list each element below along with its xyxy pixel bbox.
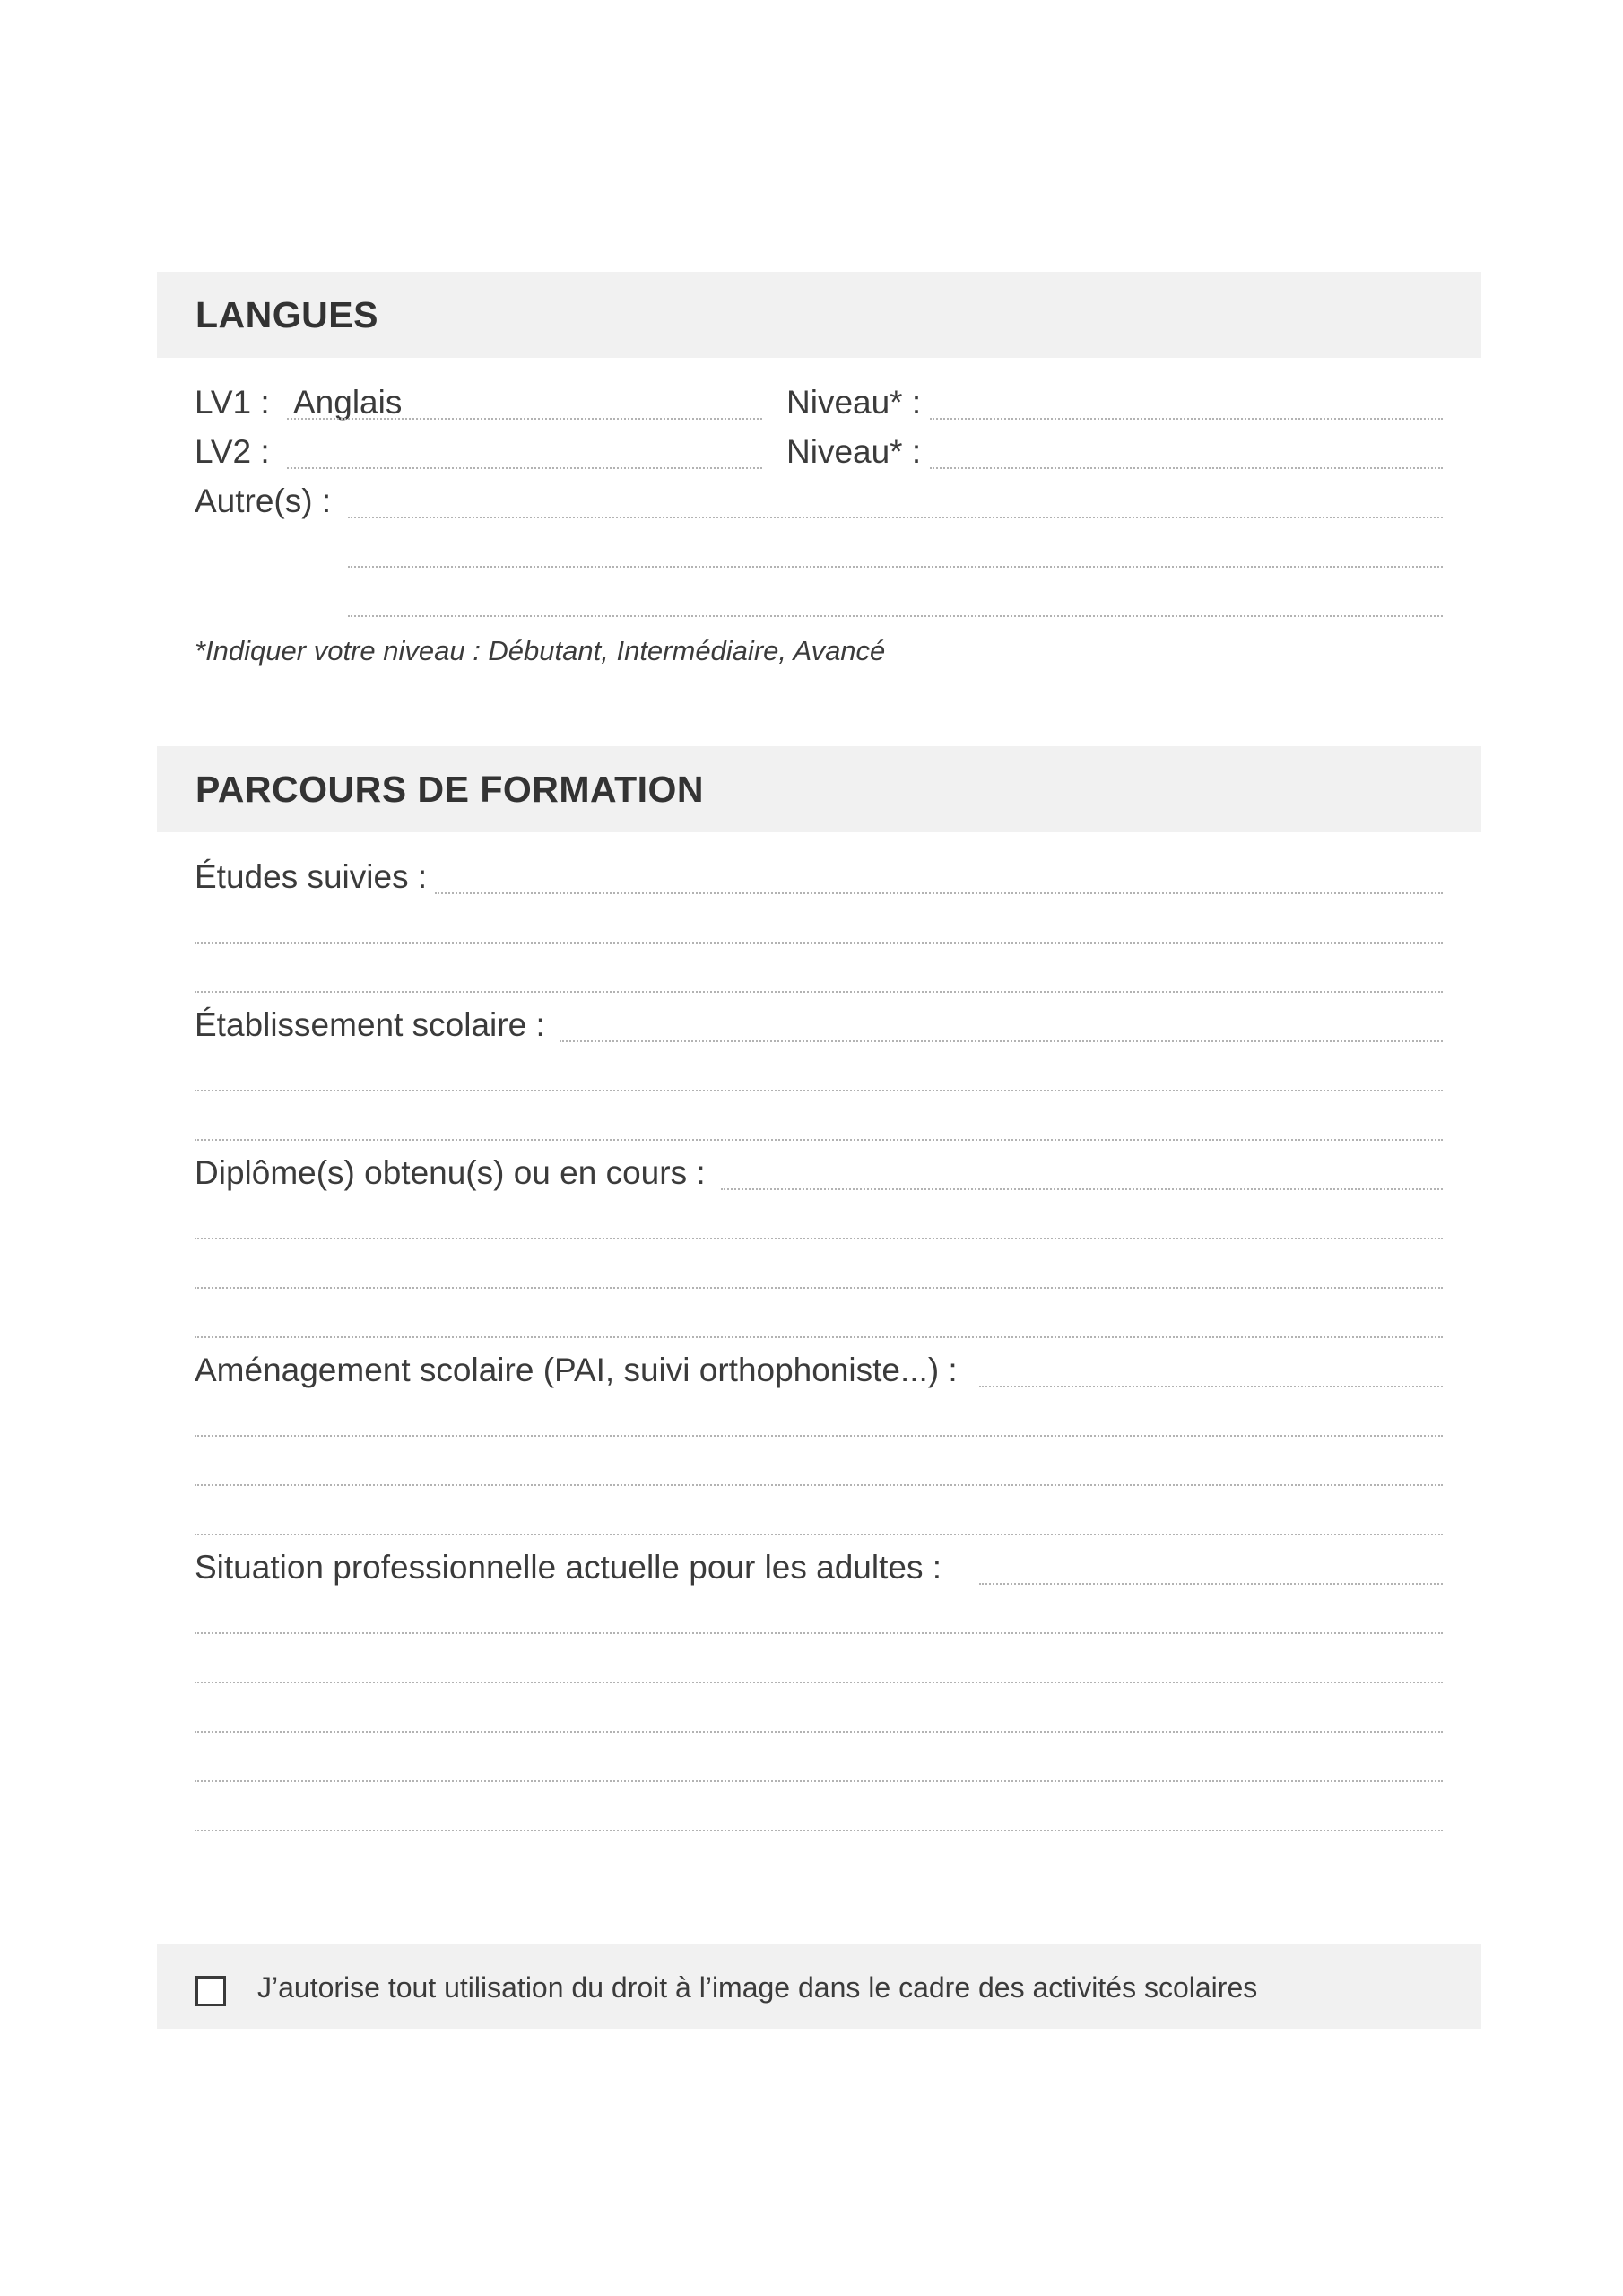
situation-field-line-6[interactable]	[195, 1830, 1443, 1831]
diplomes-field-line-3[interactable]	[195, 1287, 1443, 1289]
lv1-field[interactable]	[287, 418, 762, 420]
lv2-niveau-label: Niveau* :	[786, 433, 922, 470]
situation-field-line-5[interactable]	[195, 1780, 1443, 1782]
amenagement-label: Aménagement scolaire (PAI, suivi orthophoniste...) :	[195, 1352, 958, 1388]
situation-field-line-1[interactable]	[979, 1583, 1443, 1585]
etudes-label: Études suivies :	[195, 858, 428, 895]
niveau-note: *Indiquer votre niveau : Débutant, Intermédiaire, Avancé	[195, 635, 886, 666]
situation-field-line-3[interactable]	[195, 1682, 1443, 1683]
image-rights-label: J’autorise tout utilisation du droit à l’image dans le cadre des activités scolaires	[257, 1971, 1258, 2004]
situation-field-line-4[interactable]	[195, 1731, 1443, 1733]
etudes-field-line-1[interactable]	[435, 892, 1443, 894]
lv2-label: LV2 :	[195, 433, 270, 470]
lv2-niveau-field[interactable]	[930, 467, 1443, 469]
autres-field-line-1[interactable]	[348, 517, 1443, 518]
etudes-field-line-2[interactable]	[195, 942, 1443, 944]
lv2-field[interactable]	[287, 467, 762, 469]
etablissement-field-line-3[interactable]	[195, 1139, 1443, 1141]
situation-field-line-2[interactable]	[195, 1632, 1443, 1634]
etablissement-field-line-1[interactable]	[560, 1040, 1443, 1042]
parcours-title: PARCOURS DE FORMATION	[195, 769, 705, 810]
lv1-niveau-field[interactable]	[930, 418, 1443, 420]
diplomes-field-line-4[interactable]	[195, 1336, 1443, 1338]
etablissement-field-line-2[interactable]	[195, 1090, 1443, 1091]
autres-field-line-3[interactable]	[348, 615, 1443, 617]
etablissement-label: Établissement scolaire :	[195, 1006, 545, 1043]
lv1-niveau-label: Niveau* :	[786, 384, 922, 421]
amenagement-field-line-1[interactable]	[979, 1386, 1443, 1387]
amenagement-field-line-2[interactable]	[195, 1435, 1443, 1437]
amenagement-field-line-4[interactable]	[195, 1534, 1443, 1535]
lv1-label: LV1 :	[195, 384, 270, 421]
etudes-field-line-3[interactable]	[195, 991, 1443, 993]
situation-label: Situation professionnelle actuelle pour les adultes :	[195, 1549, 942, 1586]
diplomes-field-line-2[interactable]	[195, 1238, 1443, 1239]
amenagement-field-line-3[interactable]	[195, 1484, 1443, 1486]
autres-label: Autre(s) :	[195, 483, 332, 519]
diplomes-field-line-1[interactable]	[721, 1188, 1443, 1190]
image-rights-checkbox[interactable]	[195, 1976, 226, 2006]
langues-header	[157, 272, 1481, 358]
parcours-header	[157, 746, 1481, 832]
diplomes-label: Diplôme(s) obtenu(s) ou en cours :	[195, 1154, 706, 1191]
lv1-value: Anglais	[293, 384, 403, 421]
autres-field-line-2[interactable]	[348, 566, 1443, 568]
langues-title: LANGUES	[195, 294, 378, 335]
